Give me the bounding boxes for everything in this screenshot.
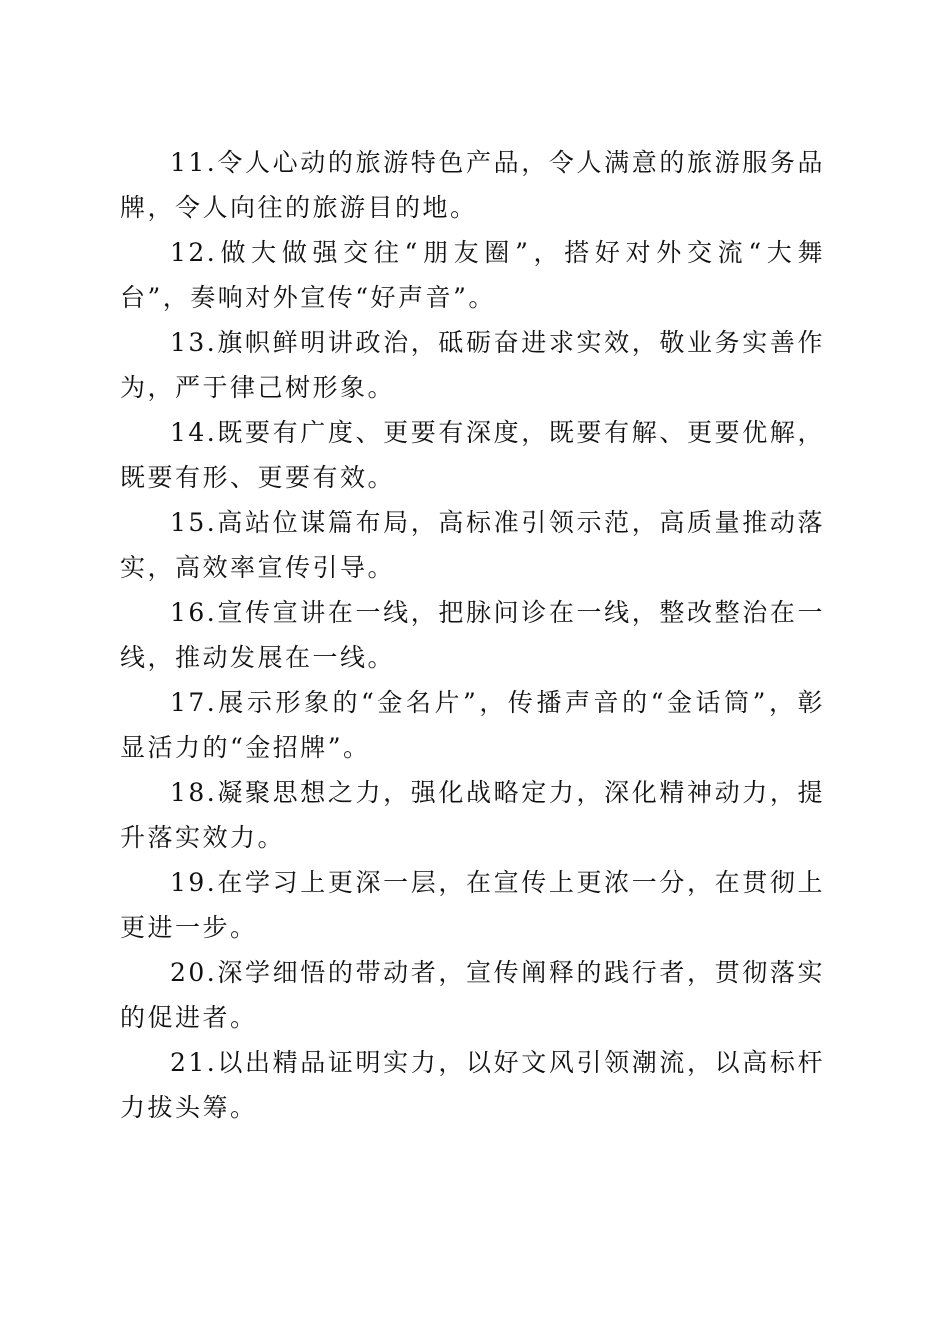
paragraph-20: 20.深学细悟的带动者，宣传阐释的践行者，贯彻落实的促进者。 xyxy=(120,958,825,1032)
paragraph-16: 16.宣传宣讲在一线，把脉问诊在一线，整改整治在一线，推动发展在一线。 xyxy=(120,598,825,672)
paragraph-19: 19.在学习上更深一层，在宣传上更浓一分，在贯彻上更进一步。 xyxy=(120,868,825,942)
paragraph-11: 11.令人心动的旅游特色产品，令人满意的旅游服务品牌，令人向往的旅游目的地。 xyxy=(120,148,825,222)
document-body xyxy=(120,140,825,1130)
paragraph-15: 15.高站位谋篇布局，高标准引领示范，高质量推动落实，高效率宣传引导。 xyxy=(120,508,825,582)
paragraph-14: 14.既要有广度、更要有深度，既要有解、更要优解，既要有形、更要有效。 xyxy=(120,418,825,492)
paragraph-12: 12.做大做强交往“朋友圈”，搭好对外交流“大舞台”，奏响对外宣传“好声音”。 xyxy=(120,238,825,312)
paragraph-13: 13.旗帜鲜明讲政治，砥砺奋进求实效，敬业务实善作为，严于律己树形象。 xyxy=(120,328,825,402)
paragraph-18: 18.凝聚思想之力，强化战略定力，深化精神动力，提升落实效力。 xyxy=(120,778,825,852)
paragraph-17: 17.展示形象的“金名片”，传播声音的“金话筒”，彰显活力的“金招牌”。 xyxy=(120,688,825,762)
paragraph-21: 21.以出精品证明实力，以好文风引领潮流，以高标杆力拔头筹。 xyxy=(120,1048,825,1122)
